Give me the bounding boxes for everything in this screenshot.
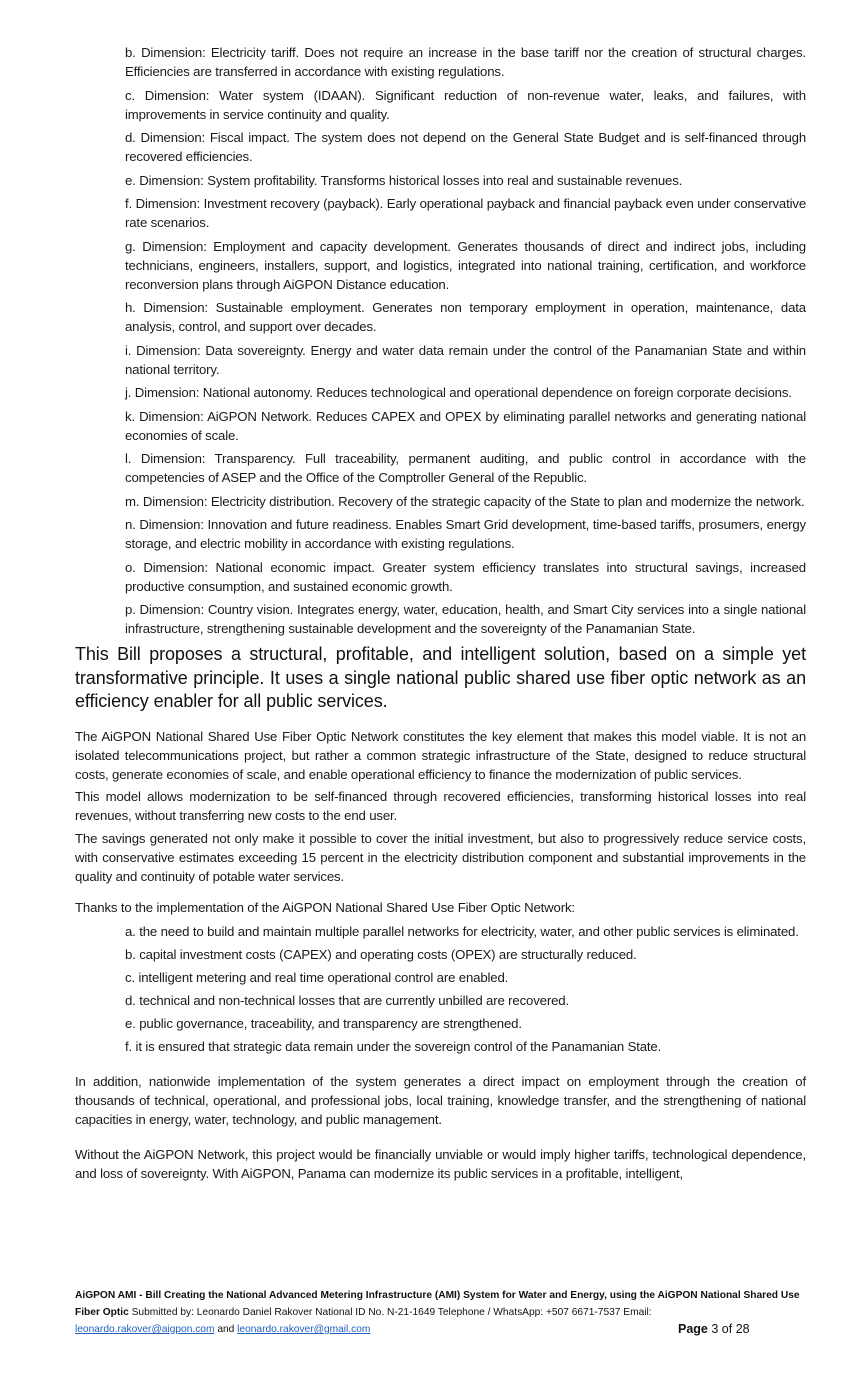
dimensions-list (125, 43, 806, 638)
benefit-item: a. the need to build and maintain multiple parallel networks for electricity, water, and other public services is eliminated. (125, 923, 799, 939)
footer-title: AiGPON AMI - Bill Creating the National Advanced Metering Infrastructure (AMI) System for Water and Energy, using the AiGPON National Shared Use Fiber Optic (75, 1290, 800, 1318)
dimension-item: m. Dimension: Electricity distribution. Recovery of the strategic capacity of the State to plan and modernize the network. (125, 493, 805, 509)
dimension-item: i. Dimension: Data sovereignty. Energy and water data remain under the control of the Panamanian State and within national territory. (125, 342, 806, 377)
footer-line (75, 1287, 806, 1321)
benefit-item: c. intelligent metering and real time operational control are enabled. (125, 969, 509, 985)
dimension-item: f. Dimension: Investment recovery (payback). Early operational payback and financial payback even under conservative rate scenarios. (125, 196, 806, 230)
page-of: 3 of 28 (711, 1322, 750, 1336)
benefits-intro: Thanks to the implementation of the AiGPON National Shared Use Fiber Optic Network: (75, 899, 575, 915)
body-paragraph: The AiGPON National Shared Use Fiber Optic Network constitutes the key element that makes this model viable. It is not an isolated telecommunications project, but rather a common strategic infrastructure of the State, designed to reduce structural costs, generate economies of scale, and enable operational efficiency to finance the modernization of public services. (75, 728, 806, 782)
dimension-item: g. Dimension: Employment and capacity development. Generates thousands of direct and indirect jobs, including technicians, engineers, installers, support, and logistics, integrated into national training, certification, and workforce reconversion plans through AiGPON Distance education. (125, 238, 806, 292)
body-paragraph: This model allows modernization to be self-financed through recovered efficiencies, transforming historical losses into real revenues, without transferring new costs to the end user. (75, 789, 806, 823)
dimension-item: c. Dimension: Water system (IDAAN). Significant reduction of non-revenue water, leaks, and failures, with improvements in service continuity and quality. (125, 87, 806, 122)
benefit-item: b. capital investment costs (CAPEX) and operating costs (OPEX) are structurally reduced. (125, 946, 637, 962)
email-link-gmail[interactable]: leonardo.rakover@gmail.com (237, 1324, 371, 1335)
dimension-item: o. Dimension: National economic impact. Greater system efficiency translates into structural savings, increased productive consumption, and sustained economic growth. (125, 559, 806, 594)
dimension-item: d. Dimension: Fiscal impact. The system does not depend on the General State Budget and is self-financed through recovered efficiencies. (125, 130, 806, 164)
footer-contact-row (75, 1321, 806, 1341)
email-link-aigpon[interactable]: leonardo.rakover@aigpon.com (75, 1324, 215, 1335)
dimension-item: n. Dimension: Innovation and future readiness. Enables Smart Grid development, time-based tariffs, prosumers, energy storage, and electric mobility in accordance with existing regulations. (125, 517, 806, 551)
page-label: Page (678, 1322, 708, 1336)
dimension-item: e. Dimension: System profitability. Transforms historical losses into real and sustainable revenues. (125, 172, 683, 188)
dimension-item: l. Dimension: Transparency. Full traceability, permanent auditing, and public control in accordance with the competencies of ASEP and the Office of the Comptroller General of the Republic. (125, 451, 806, 485)
dimension-item: j. Dimension: National autonomy. Reduces technological and operational dependence on foreign corporate decisions. (125, 385, 792, 400)
benefit-item: f. it is ensured that strategic data remain under the sovereign control of the Panamanian State. (125, 1038, 662, 1054)
page-footer (75, 1287, 806, 1341)
footer-submitted-by: Submitted by: Leonardo Daniel Rakover National ID No. N-21-1649 Telephone / WhatsApp: +507 6671-7537 Email: (131, 1307, 652, 1318)
dimension-item: b. Dimension: Electricity tariff. Does not require an increase in the base tariff nor the creation of structural charges. Efficiencies are transferred in accordance with existing regulations. (125, 45, 806, 79)
page-number (678, 1321, 750, 1338)
lead-statement: This Bill proposes a structural, profitable, and intelligent solution, based on a simple yet transformative principle. It uses a single national public shared use fiber optic network as an efficiency enabler for all public services. (75, 644, 806, 711)
dimension-item: k. Dimension: AiGPON Network. Reduces CAPEX and OPEX by eliminating parallel networks and generating national economies of scale. (125, 408, 806, 443)
dimension-item: h. Dimension: Sustainable employment. Generates non temporary employment in operation, maintenance, data analysis, control, and support over decades. (125, 300, 806, 334)
benefits-list (125, 922, 806, 1056)
closing-paragraph: In addition, nationwide implementation of the system generates a direct impact on employment through the creation of thousands of technical, operational, and professional jobs, local training, knowledge transfer, and the strengthening of national capacities in energy, water, technology, and public management. (75, 1073, 806, 1127)
body-paragraph: The savings generated not only make it possible to cover the initial investment, but also to progressively reduce service costs, with conservative estimates exceeding 15 percent in the electricity distribution component and substantial improvements in the quality and continuity of potable water services. (75, 830, 806, 884)
dimension-item: p. Dimension: Country vision. Integrates energy, water, education, health, and Smart City services into a single national infrastructure, strengthening sustainable development and the sovereignty of the Panamanian State. (125, 602, 806, 636)
benefit-item: e. public governance, traceability, and transparency are strengthened. (125, 1015, 522, 1031)
footer-conjunction: and (217, 1324, 235, 1335)
benefit-item: d. technical and non-technical losses that are currently unbilled are recovered. (125, 992, 569, 1008)
closing-paragraph: Without the AiGPON Network, this project would be financially unviable or would imply higher tariffs, technological dependence, and loss of sovereignty. With AiGPON, Panama can modernize its public services in a profitable, intelligent, (75, 1146, 806, 1181)
page-content (75, 43, 806, 1186)
